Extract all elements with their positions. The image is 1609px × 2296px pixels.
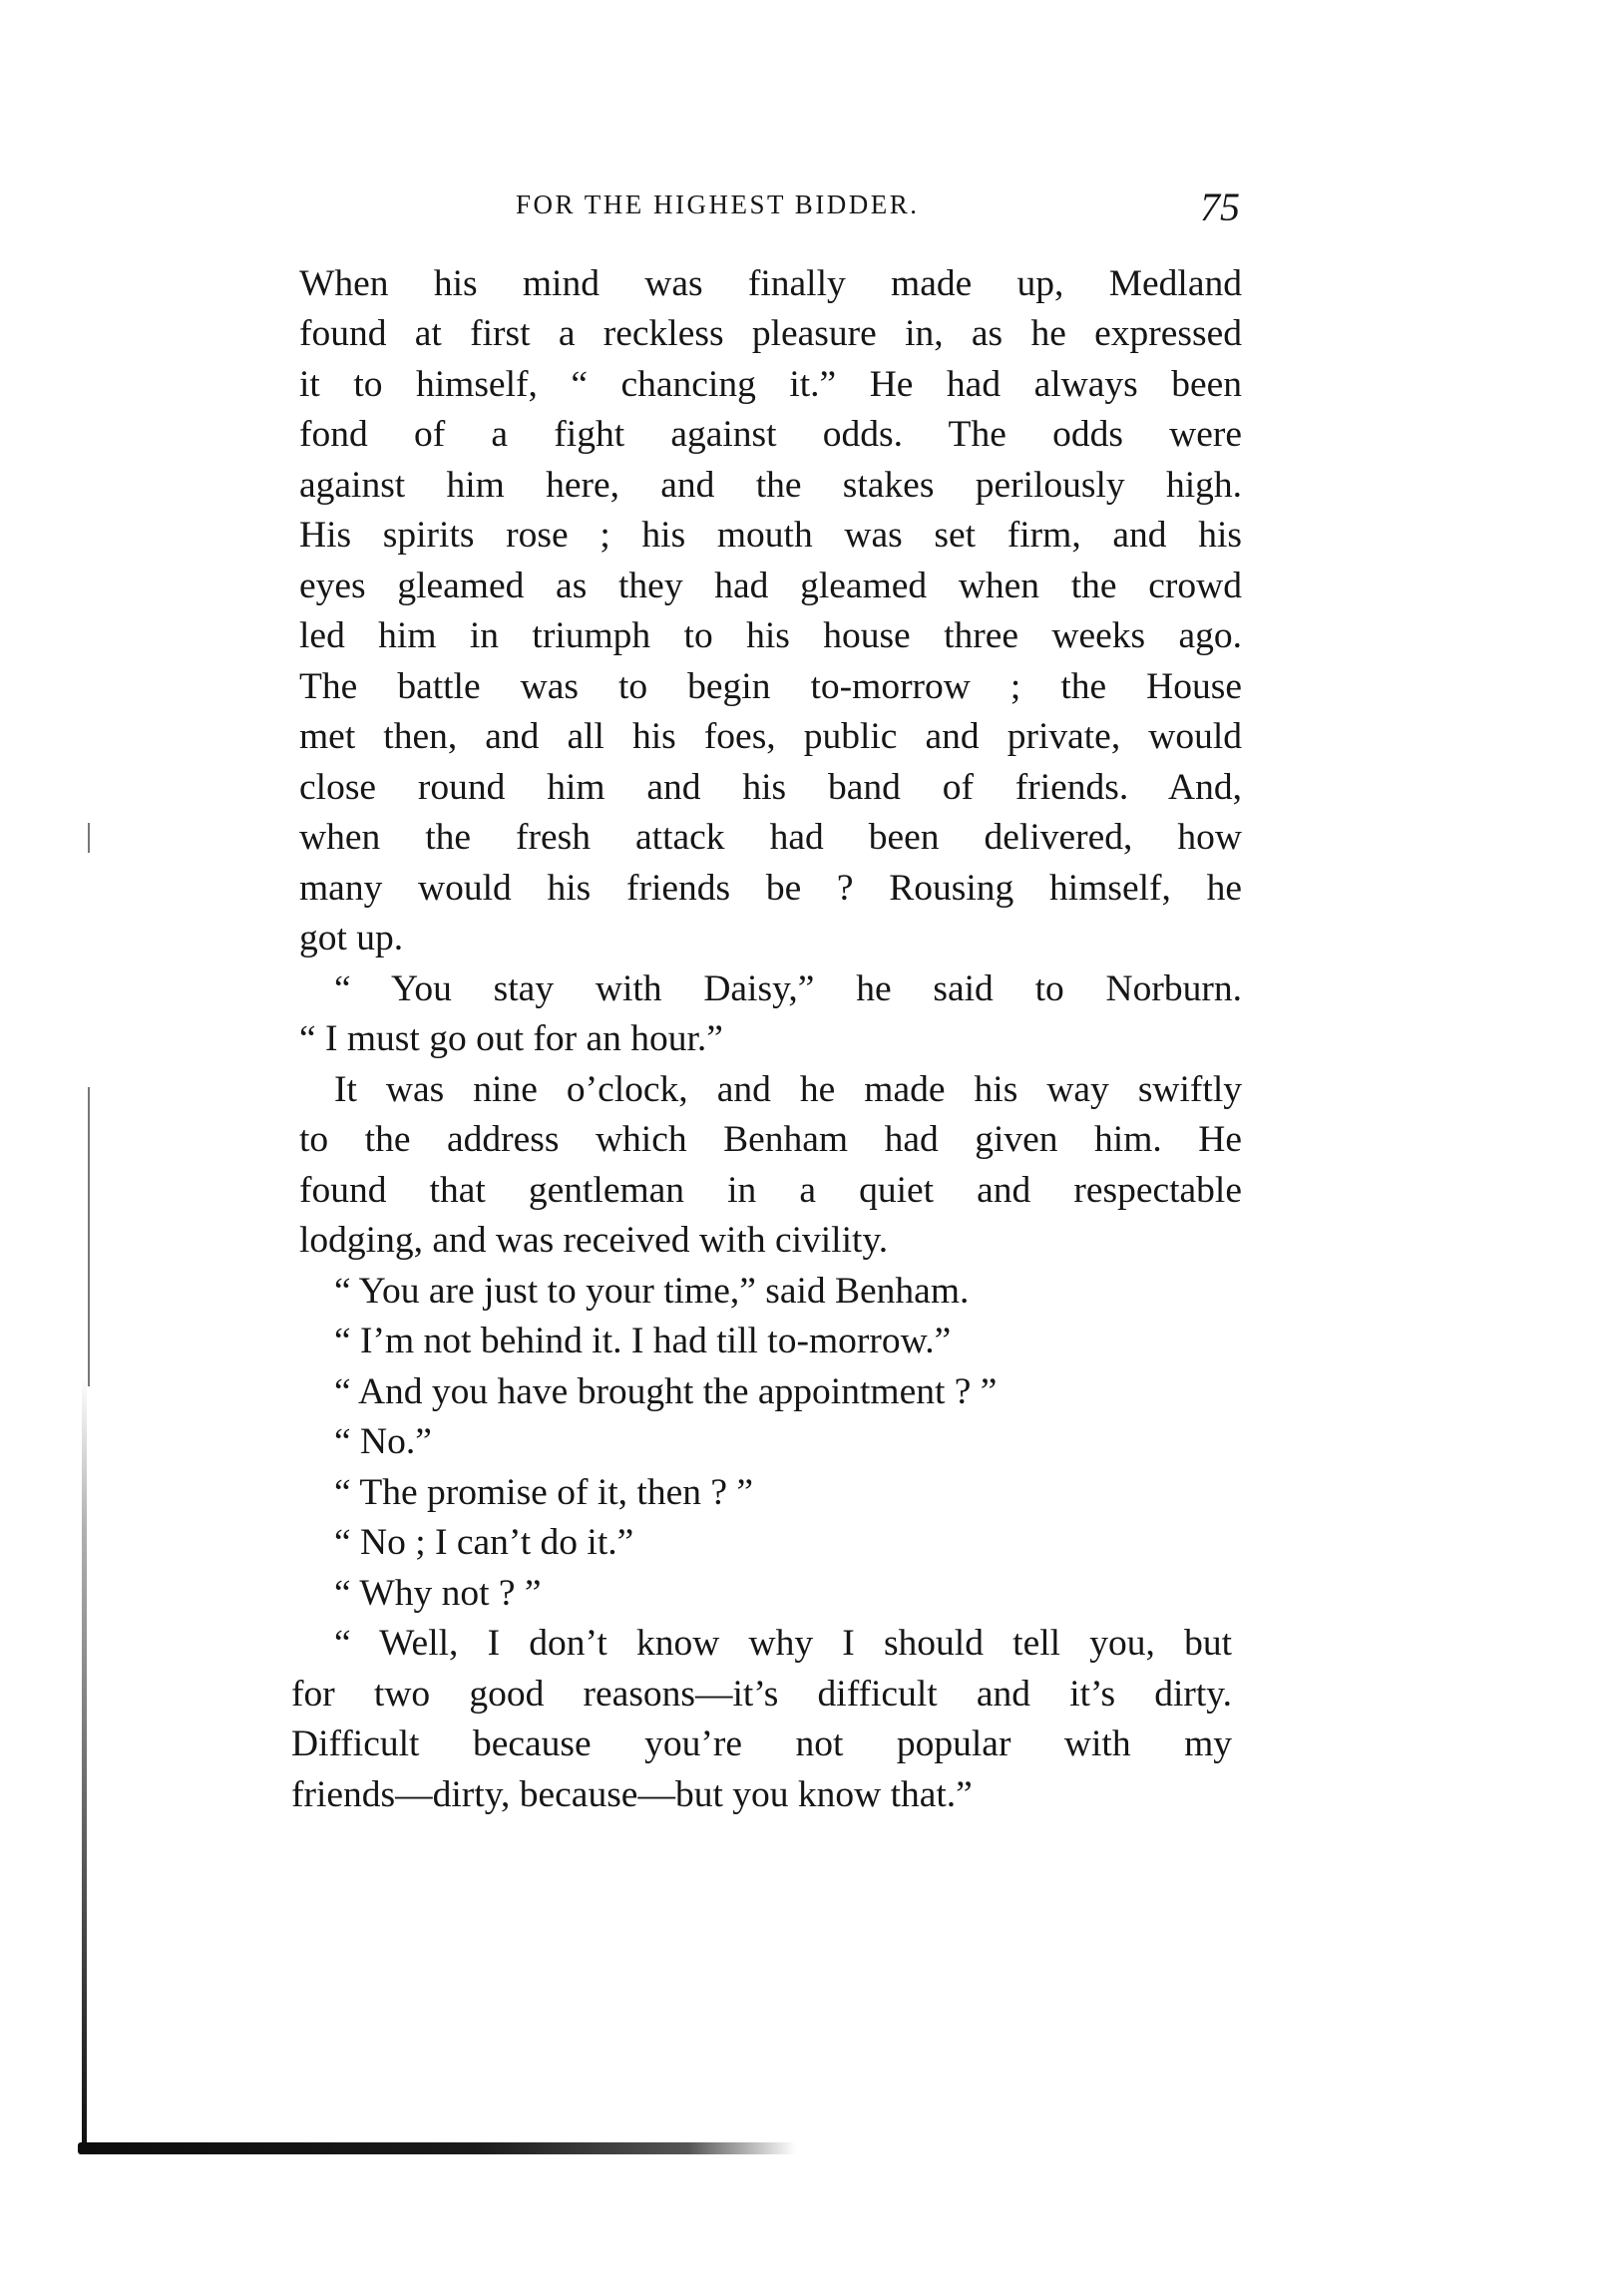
text-line: “ I must go out for an hour.” [299, 1018, 723, 1059]
text-line: eyes gleamed as they had gleamed when the crowd [299, 566, 1242, 606]
text-line: close round him and his band of friends. And, [299, 767, 1242, 808]
text-line: The battle was to begin to-morrow ; the House [299, 666, 1242, 707]
scan-mark [88, 1087, 90, 1386]
text-line: against him here, and the stakes perilously high. [299, 465, 1242, 506]
scan-mark [88, 823, 90, 853]
text-line: “ No ; I can’t do it.” [334, 1522, 634, 1563]
text-line: fond of a fight against odds. The odds were [299, 414, 1242, 455]
text-line: “ And you have brought the appointment ? ” [334, 1371, 998, 1412]
text-line: Difficult because you’re not popular with my [291, 1723, 1232, 1764]
text-line: “ Why not ? ” [334, 1573, 542, 1614]
text-line: met then, and all his foes, public and private, would [299, 716, 1242, 757]
text-line: led him in triumph to his house three weeks ago. [299, 615, 1242, 656]
text-line: lodging, and was received with civility. [299, 1220, 889, 1261]
text-line: His spirits rose ; his mouth was set firm, and his [299, 515, 1242, 556]
text-line: It was nine o’clock, and he made his way swiftly [334, 1069, 1242, 1110]
text-line: “ You stay with Daisy,” he said to Norburn. [334, 968, 1242, 1009]
text-line: many would his friends be ? Rousing himself, he [299, 868, 1242, 909]
text-line: When his mind was finally made up, Medland [299, 263, 1242, 304]
text-line: to the address which Benham had given him. He [299, 1119, 1242, 1160]
text-line: “ Well, I don’t know why I should tell you, but [334, 1623, 1232, 1664]
text-line: got up. [299, 918, 404, 958]
text-line: for two good reasons—it’s difficult and it’s dirty. [291, 1674, 1232, 1715]
page-number: 75 [1200, 185, 1240, 229]
text-line: “ No.” [334, 1421, 432, 1462]
binding-shadow-vertical [82, 1376, 87, 2144]
text-line: found that gentleman in a quiet and respectable [299, 1170, 1242, 1211]
text-line: it to himself, “ chancing it.” He had always been [299, 364, 1242, 405]
text-line: “ The promise of it, then ? ” [334, 1472, 754, 1513]
text-line: “ You are just to your time,” said Benham. [334, 1271, 970, 1312]
binding-shadow-bottom [78, 2142, 796, 2154]
text-line: friends—dirty, because—but you know that.” [291, 1774, 973, 1815]
text-line: “ I’m not behind it. I had till to-morrow.” [334, 1321, 952, 1361]
running-title: FOR THE HIGHEST BIDDER. [516, 190, 920, 219]
text-line: found at first a reckless pleasure in, as he expressed [299, 313, 1242, 354]
text-line: when the fresh attack had been delivered, how [299, 817, 1242, 858]
